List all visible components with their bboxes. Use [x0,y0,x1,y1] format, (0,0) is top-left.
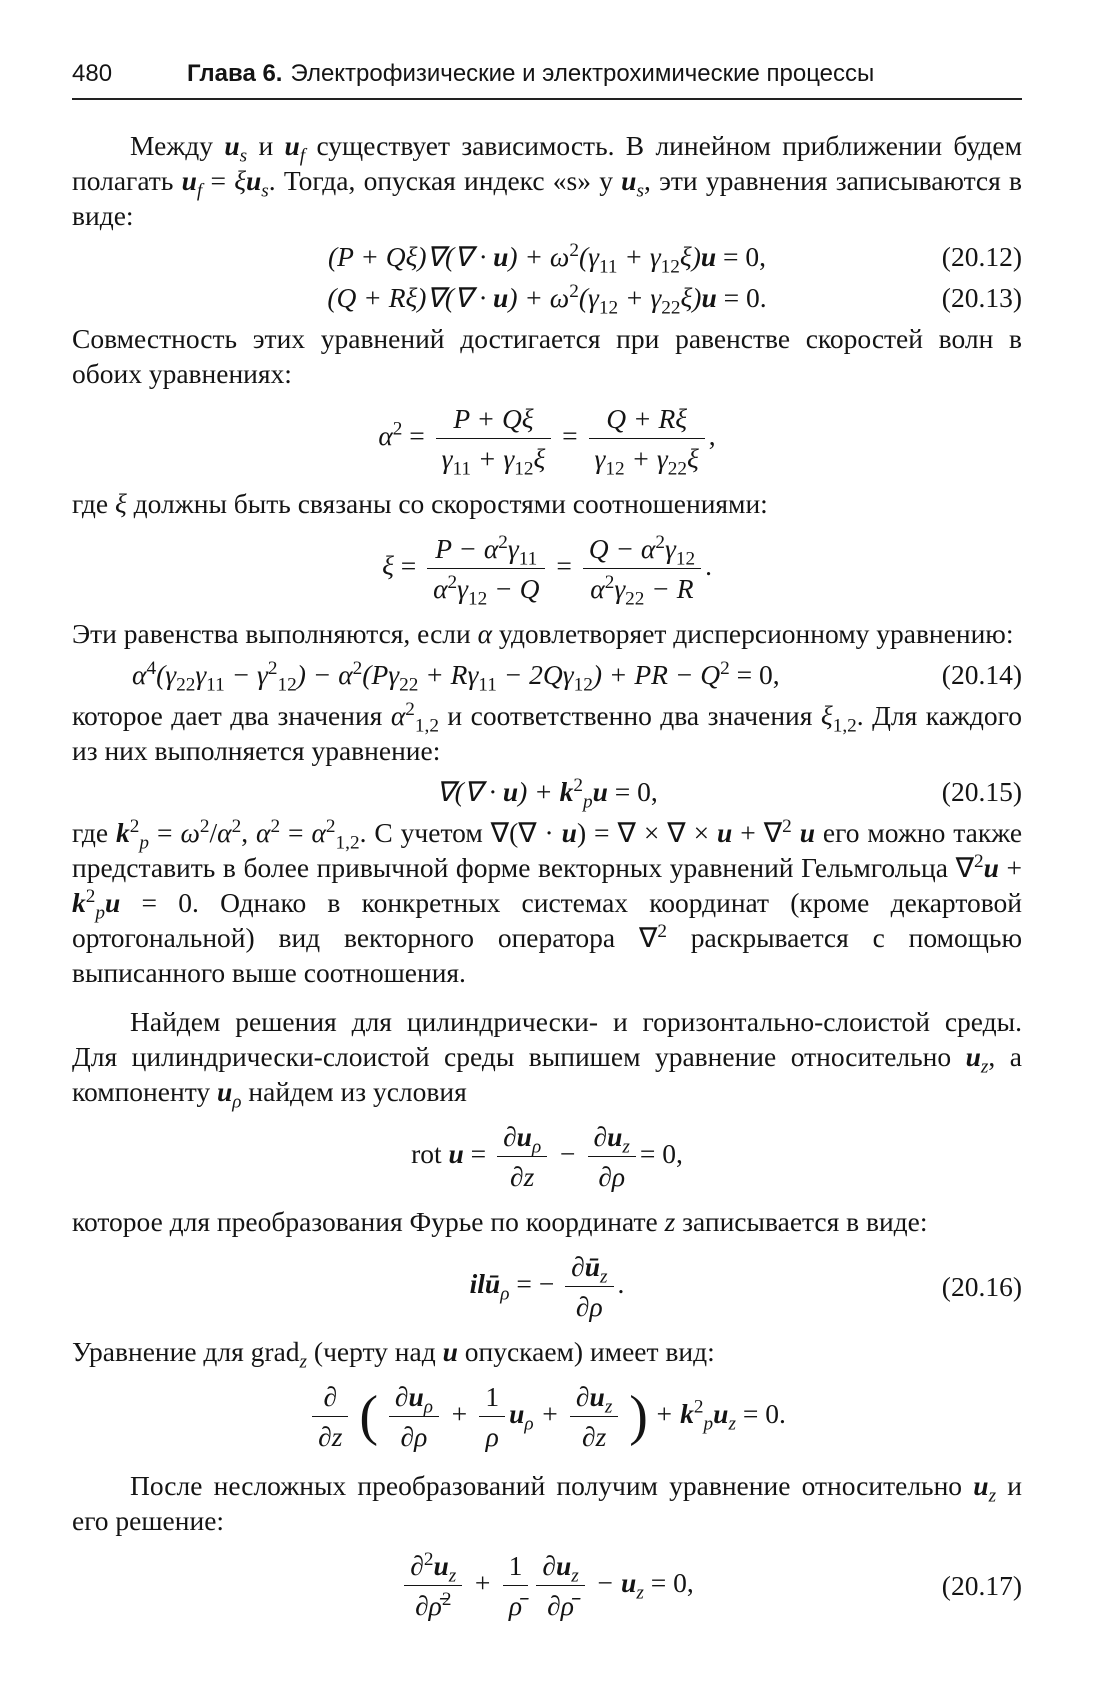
equation-xi: ξ = $\frac{P - \alpha^2\gamma_{11}}{\alpha^2\gamma_{12} - Q}$ = $\frac{Q - \alpha^2\gamma_{12}}{\alpha^2\gamma_{22} - R}$ . [382,531,712,610]
equation-number: (20.14) [941,659,1022,690]
equation-20-17: $\frac{\partial^2u_z}{\partial\rhō^2}$ + $\frac{1}{\rhō}$ $\frac{\partial u_z}{\partial\rhō}$ − $u_z = 0$, (20.17) [72,1548,1022,1623]
equation-number: (20.15) [941,776,1022,807]
equation-20-12: $(P + Q\xi)\nabla(\nabla \cdot u) + \omega^2(\gamma_{11} + \gamma_{12}\xi)u = 0$, (20.12) [327,239,1022,278]
paragraph-1: Между $u_s$ и $u_f$ существует зависимость. В линейном приближении будем полагать $u_f = \xi u_s$. Тогда, опуская индекс «s» у $u_s$, эти уравнения записываются в виде: [72,130,1022,231]
equation-rot-u: rot u = $\frac{\partial u_\rho}{\partial z}$ − $\frac{\partial u_z}{\partial\rho}$ = 0, [411,1121,683,1192]
paragraph-6: где $k^2_p = \omega^2/\alpha^2$, $\alpha^2 = \alpha^2_{1,2}$. С учетом ∇(∇ · u) = ∇ × ∇ × u + ∇$^2$ u его можно также представить в более привычной форме векторных уравнений Гельмгольца $\nabla^2u + k^2_pu = 0$. Однако в конкретных системах координат (кроме декартовой ортогональной) вид векторного оператора ∇$^2$ раскрывается с помощью выписанного выше соотношения. [72,815,1023,988]
chapter-title: Электрофизические и электрохимические процессы [290,60,875,87]
paragraph-4: Эти равенства выполняются, если α удовлетворяет дисперсионному уравнению: [72,618,1014,649]
equation-20-15: ∇(∇ · $u) + k^2_pu = 0$, (20.15) [436,774,1022,813]
equation-number: (20.12) [941,241,1022,272]
paragraph-5: которое дает два значения $\alpha^2_{1,2}$ и соответственно два значения $\xi_{1,2}$. Для каждого из них выполняется уравнение: [72,698,1022,766]
equation-number: (20.16) [941,1271,1022,1302]
paragraph-3: где ξ должны быть связаны со скоростями соотношениями: [72,488,768,519]
running-header [72,60,1022,100]
page-number: 480 [72,60,113,87]
page-body [72,128,1022,1623]
chapter-label: Глава 6. [187,60,283,87]
paragraph-2: Совместность этих уравнений достигается при равенстве скоростей волн в обоих уравнениях: [72,323,1022,389]
equation-alpha-squared: $\alpha^2$ = $\frac{P + Q\xi}{\gamma_{11} + \gamma_{12}\xi}$ = $\frac{Q + R\xi}{\gamma_{12} + \gamma_{22}\xi}$ , [378,403,716,480]
equation-grad-z: $\frac{\partial}{\partial z}$ ( $\frac{\partial u_\rho}{\partial\rho}$ + $\frac{1}{\rho}$ $u_\rho$ + $\frac{\partial u_z}{\partial z}$ ) + $k^2_pu_z = 0$. [72,1379,1022,1454]
equation-20-16: ilū$_\rho$ = − $\frac{\partial ū_z}{\partial\rho}$ . (20.16) [469,1251,1022,1322]
book-page [72,60,1022,1633]
equation-20-13: $(Q + R\xi)\nabla(\nabla \cdot u) + \omega^2(\gamma_{12} + \gamma_{22}\xi)u = 0$. (20.13) [327,280,1022,319]
equation-number: (20.17) [941,1570,1022,1601]
equation-20-14: $\alpha^4(\gamma_{22}\gamma_{11} - \gamma^2_{12}) - \alpha^2(P\gamma_{22} + R\gamma_{11} - 2Q\gamma_{12})$ + PR − $Q^2 = 0$, (20.14) [132,657,1022,696]
paragraph-9: Уравнение для grad$_z$ (черту над u опускаем) имеет вид: [72,1336,715,1373]
paragraph-7: Найдем решения для цилиндрически- и горизонтально-слоистой среды. Для цилиндрически-слоистой среды выпишем уравнение относительно $u_z$, а компоненту $u_\rho$ найдем из условия [72,1006,1022,1113]
equation-number: (20.13) [941,282,1022,313]
paragraph-10: После несложных преобразований получим уравнение относительно $u_z$ и его решение: [72,1470,1022,1536]
paragraph-8: которое для преобразования Фурье по координате z записывается в виде: [72,1206,928,1237]
